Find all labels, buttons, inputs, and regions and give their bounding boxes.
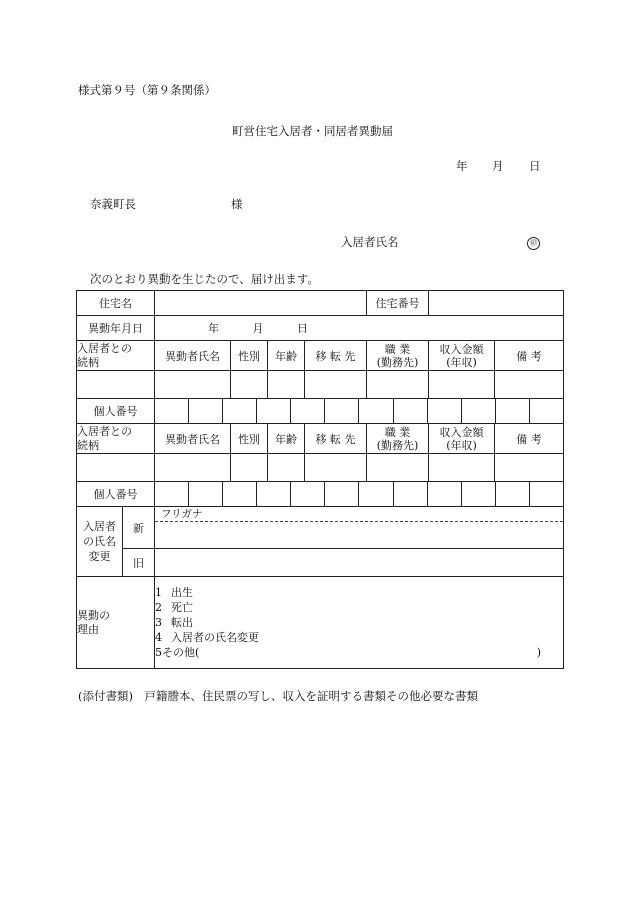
relation-field-2[interactable] xyxy=(77,454,155,482)
col-income-line2: (年収) xyxy=(446,438,477,452)
relation-line2: 続柄 xyxy=(77,438,99,452)
col-income xyxy=(429,341,495,371)
col-income-line1: 収入金額 xyxy=(439,342,484,356)
change-date-field[interactable] xyxy=(155,316,564,341)
recipient: 奈義町長 xyxy=(90,197,136,211)
reason-line1: 異動の xyxy=(77,608,110,622)
destination-field-2[interactable] xyxy=(305,454,367,482)
col-income-line2: (年収) xyxy=(446,355,477,369)
reason-item[interactable]: 2 死亡 xyxy=(155,601,193,614)
age-field[interactable] xyxy=(268,371,305,399)
old-name-field[interactable] xyxy=(155,549,564,577)
housing-name-field[interactable] xyxy=(155,291,367,316)
seal-mark xyxy=(527,236,540,250)
age-field-2[interactable] xyxy=(268,454,305,482)
relation-line1: 入居者との xyxy=(77,424,132,438)
col-job-line1: 職 業 xyxy=(384,425,411,439)
attachment-note: (添付書類) 戸籍謄本、住民票の写し、収入を証明する書類その他必要な書類 xyxy=(78,689,478,703)
col-name: 異動者氏名 xyxy=(155,341,231,371)
col-destination: 移 転 先 xyxy=(305,424,367,454)
relation-line1: 入居者との xyxy=(77,341,132,355)
col-name: 異動者氏名 xyxy=(155,424,231,454)
personal-number-field[interactable] xyxy=(155,399,564,424)
reason-item[interactable]: 1 出生 xyxy=(155,586,193,599)
housing-number-label: 住宅番号 xyxy=(367,291,429,316)
change-date-day: 日 xyxy=(297,322,308,335)
col-gender: 性別 xyxy=(231,341,268,371)
col-job xyxy=(367,341,429,371)
personal-number-label: 個人番号 xyxy=(77,399,155,424)
relation-line2: 続柄 xyxy=(77,355,99,369)
relation-field[interactable] xyxy=(77,371,155,399)
change-notification-table xyxy=(76,290,564,669)
col-income-line1: 収入金額 xyxy=(439,425,484,439)
reason-label xyxy=(77,577,155,669)
personal-number-field-2[interactable] xyxy=(155,482,564,507)
date-day: 日 xyxy=(529,159,541,173)
furigana-label: フリガナ xyxy=(155,507,563,522)
form-title: 町営住宅入居者・同居者異動届 xyxy=(232,124,393,138)
remarks-field[interactable] xyxy=(495,371,564,399)
relation-header xyxy=(77,341,155,371)
col-income xyxy=(429,424,495,454)
col-gender: 性別 xyxy=(231,424,268,454)
new-name-label: 新 xyxy=(123,507,155,549)
reason-item[interactable]: 4 入居者の氏名変更 xyxy=(155,631,259,644)
change-date-year: 年 xyxy=(208,322,219,335)
name-field-2[interactable] xyxy=(155,454,231,482)
reason-item[interactable]: 3 転出 xyxy=(155,616,193,629)
name-change-line2: の氏名 xyxy=(83,535,116,548)
form-number: 様式第９号（第９条関係） xyxy=(78,83,216,97)
col-job-line2: (勤務先) xyxy=(376,438,419,452)
col-age: 年齢 xyxy=(268,424,305,454)
col-destination: 移 転 先 xyxy=(305,341,367,371)
housing-number-field[interactable] xyxy=(429,291,564,316)
date-month: 月 xyxy=(492,159,504,173)
col-job-line2: (勤務先) xyxy=(376,355,419,369)
change-date-label: 異動年月日 xyxy=(77,316,155,341)
income-field[interactable] xyxy=(429,371,495,399)
income-field-2[interactable] xyxy=(429,454,495,482)
reason-item-other[interactable]: 5その他( ) xyxy=(155,646,541,659)
gender-field[interactable] xyxy=(231,371,268,399)
recipient-suffix: 様 xyxy=(231,197,243,211)
col-job-line1: 職 業 xyxy=(384,342,411,356)
name-change-line1: 入居者 xyxy=(83,520,116,533)
job-field-2[interactable] xyxy=(367,454,429,482)
intro-text: 次のとおり異動を生じたので、届け出ます。 xyxy=(90,272,319,286)
reason-list xyxy=(155,577,564,669)
col-job xyxy=(367,424,429,454)
reason-close-paren: ) xyxy=(536,646,541,659)
col-remarks: 備 考 xyxy=(495,424,564,454)
relation-header-2 xyxy=(77,424,155,454)
col-age: 年齢 xyxy=(268,341,305,371)
change-date-month: 月 xyxy=(252,322,264,335)
name-change-line3: 変更 xyxy=(88,550,111,563)
gender-field-2[interactable] xyxy=(231,454,268,482)
seal-icon: ㊞ xyxy=(527,237,540,250)
remarks-field-2[interactable] xyxy=(495,454,564,482)
job-field[interactable] xyxy=(367,371,429,399)
destination-field[interactable] xyxy=(305,371,367,399)
reason-line2: 理由 xyxy=(77,622,99,636)
old-name-label: 旧 xyxy=(123,549,155,577)
applicant-label: 入居者氏名 xyxy=(341,235,399,249)
housing-name-label: 住宅名 xyxy=(77,291,155,316)
name-change-label xyxy=(77,507,123,577)
new-name-field[interactable] xyxy=(155,507,564,549)
date-year: 年 xyxy=(456,159,468,173)
personal-number-label-2: 個人番号 xyxy=(77,482,155,507)
col-remarks: 備 考 xyxy=(495,341,564,371)
name-field[interactable] xyxy=(155,371,231,399)
